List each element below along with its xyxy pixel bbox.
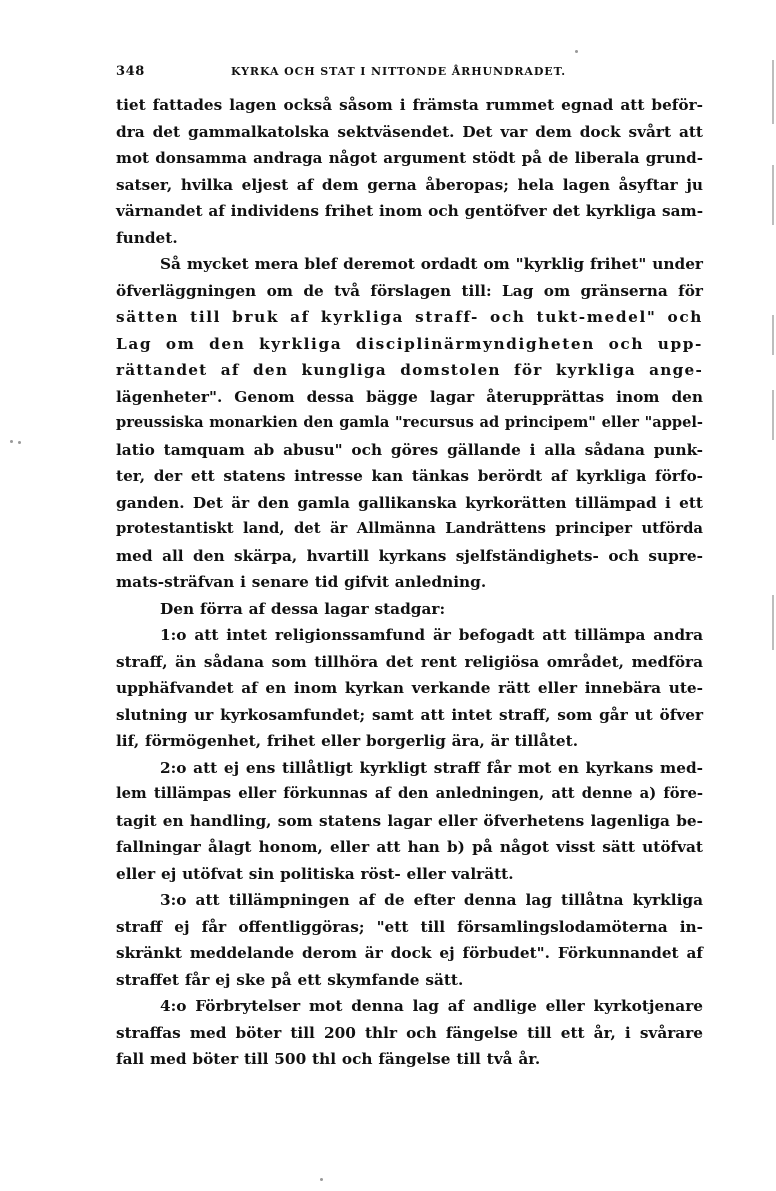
text-line: mats-sträfvan i senare tid gifvit anledning. [116,573,487,591]
scan-speck [18,441,21,444]
text-line: 1:o att intet religionssamfund är befogadt att tillämpa andra [160,626,703,644]
text-line: tagit en handling, som statens lagar eller öfverhetens lagenliga be- [116,811,703,830]
text-line: öfverläggningen om de två förslagen till: Lag om gränserna för [116,281,703,300]
text-line: skränkt meddelande derom är dock ej förbudet". Förkunnandet af [116,944,703,962]
body-text [116,92,703,1073]
text-line: satser, hvilka eljest af dem gerna åberopas; hela lagen åsyftar ju [116,175,703,194]
scan-speck [10,440,13,443]
text-line: lem tillämpas eller förkunnas af den anledningen, att denne a) före- [116,785,703,802]
text-line: lägenheter". Genom dessa bägge lagar återupprättas inom den [116,387,703,406]
page-number: 348 [116,64,145,79]
text-line: mot donsamma andraga något argument stödt på de liberala grund- [116,149,703,167]
text-line: dra det gammalkatolska sektväsendet. Det var dem dock svårt att [116,122,703,141]
text-line: 4:o Förbrytelser mot denna lag af andlige eller kyrkotjenare [160,997,703,1015]
text-line: fundet. [116,228,178,247]
text-line: värnandet af individens frihet inom och gentöfver det kyrkliga sam- [116,202,704,220]
text-line: sätten till bruk af kyrkliga straff- och tukt-medel" och [116,308,703,326]
text-line: Så mycket mera blef deremot ordadt om "kyrklig frihet" under [160,255,703,273]
text-line: tiet fattades lagen också såsom i främsta rummet egnad att beför- [116,96,703,114]
text-line: latio tamquam ab abusu" och göres gällande i alla sådana punk- [116,440,703,459]
text-line: preussiska monarkien den gamla "recursus ad principem" eller "appel- [116,414,703,431]
scan-margin-mark [772,315,774,355]
page-header [116,64,706,84]
text-line: fall med böter till 500 thl och fängelse till två år. [116,1050,541,1068]
scan-margin-mark [772,165,774,225]
text-line: med all den skärpa, hvartill kyrkans sjelfständighets- och supre- [116,546,703,565]
scan-margin-mark [772,390,774,440]
text-line: ter, der ett statens intresse kan tänkas berördt af kyrkliga förfo- [116,467,703,485]
scan-speck [320,1178,323,1181]
text-line: straffas med böter till 200 thlr och fängelse till ett år, i svårare [116,1023,703,1042]
text-line: straff ej får offentliggöras; "ett till församlingslodamöterna in- [116,917,703,936]
text-line: fallningar ålagt honom, eller att han b) på något visst sätt utöfvat [116,838,703,856]
scan-speck [575,50,578,53]
text-line: ganden. Det är den gamla gallikanska kyrkorätten tillämpad i ett [116,493,703,512]
text-line: protestantiskt land, det är Allmänna Landrättens principer utförda [116,520,703,537]
scan-margin-mark [772,595,774,650]
text-line: lif, förmögenhet, frihet eller borgerlig ära, är tillåtet. [116,732,579,750]
running-title: KYRKA OCH STAT I NITTONDE ÅRHUNDRADET. [231,65,566,78]
text-line: straffet får ej ske på ett skymfande sätt. [116,970,464,989]
scan-margin-mark [772,60,774,124]
text-line: 2:o att ej ens tillåtligt kyrkligt straff får mot en kyrkans med- [160,758,703,777]
text-line: Den förra af dessa lagar stadgar: [160,599,446,618]
text-line: slutning ur kyrkosamfundet; samt att intet straff, som går ut öfver [116,705,703,724]
text-line: eller ej utöfvat sin politiska röst- eller valrätt. [116,864,514,883]
text-line: straff, än sådana som tillhöra det rent religiösa området, medföra [116,652,703,671]
text-line: upphäfvandet af en inom kyrkan verkande rätt eller innebära ute- [116,679,703,697]
text-line: 3:o att tillämpningen af de efter denna lag tillåtna kyrkliga [160,891,703,909]
text-line: Lag om den kyrkliga disciplinärmyndigheten och upp- [116,334,703,353]
text-line: rättandet af den kungliga domstolen för kyrkliga ange- [116,361,703,379]
